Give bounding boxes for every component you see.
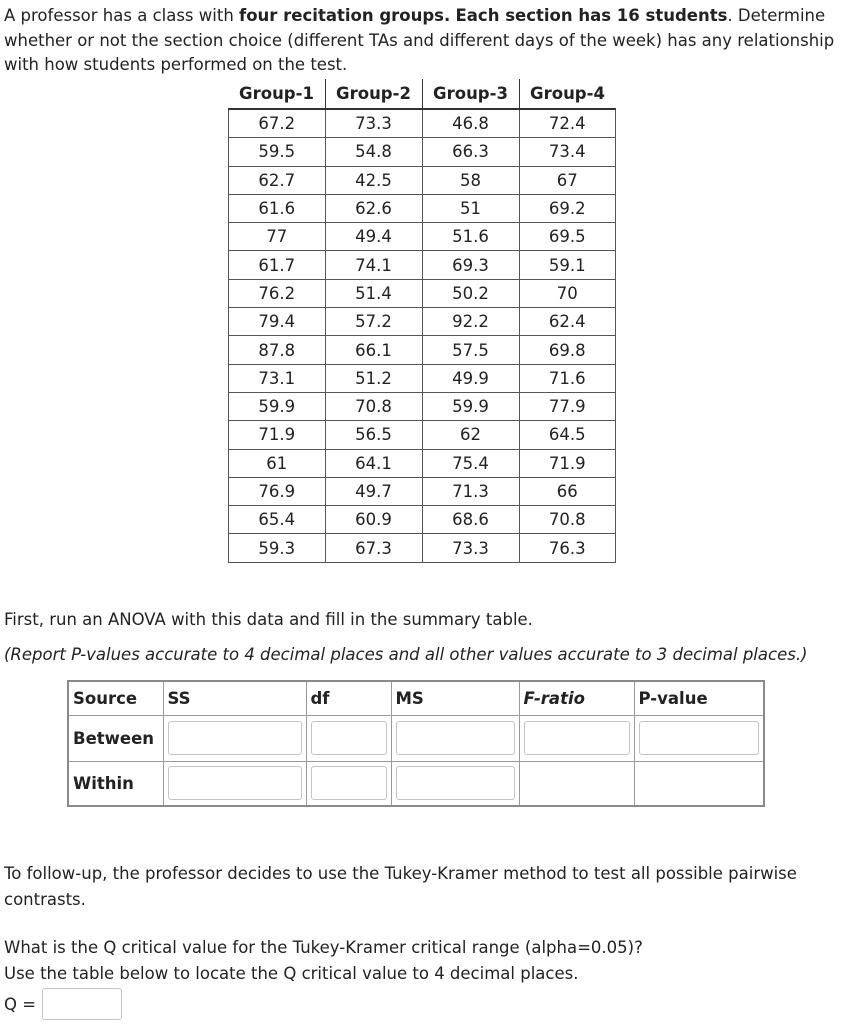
table-cell: 73.1 — [229, 364, 326, 392]
anova-label-within: Within — [68, 761, 163, 806]
table-cell: 51.6 — [422, 223, 519, 251]
anova-summary-table — [67, 680, 765, 807]
table-cell: 42.5 — [325, 166, 422, 194]
table-cell: 71.6 — [519, 364, 616, 392]
table-row — [229, 449, 616, 477]
table-row — [229, 166, 616, 194]
table-cell: 87.8 — [229, 336, 326, 364]
table-cell: 73.3 — [422, 534, 519, 562]
table-cell: 61.6 — [229, 194, 326, 222]
table-cell: 70.8 — [519, 506, 616, 534]
table-cell: 68.6 — [422, 506, 519, 534]
table-cell: 70 — [519, 279, 616, 307]
table-cell: 72.4 — [519, 109, 616, 138]
q-question: What is the Q critical value for the Tukey-Kramer critical range (alpha=0.05)? — [4, 938, 643, 957]
table-cell: 62 — [422, 421, 519, 449]
table-cell: 75.4 — [422, 449, 519, 477]
table-cell: 64.5 — [519, 421, 616, 449]
within-ss-cell — [163, 761, 306, 806]
intro-bold-groups: four recitation groups. — [239, 6, 451, 25]
table-cell: 49.9 — [422, 364, 519, 392]
table-cell: 62.7 — [229, 166, 326, 194]
table-cell: 49.4 — [325, 223, 422, 251]
table-cell: 79.4 — [229, 308, 326, 336]
table-cell: 69.2 — [519, 194, 616, 222]
q-label: Q = — [4, 994, 37, 1014]
anova-header-ms: MS — [391, 681, 519, 715]
between-ms-cell — [391, 715, 519, 761]
table-cell: 71.9 — [229, 421, 326, 449]
problem-intro — [4, 4, 849, 78]
table-row — [229, 364, 616, 392]
header-group-1: Group-1 — [229, 79, 326, 109]
table-cell: 76.2 — [229, 279, 326, 307]
within-ms-input[interactable] — [396, 766, 515, 800]
between-p-value-cell — [634, 715, 764, 761]
intro-text-2: . Determine whether or not the section choice (different TAs and different days of the week) has any relationship with how students performed on the test. — [4, 6, 835, 74]
table-cell: 57.2 — [325, 308, 422, 336]
table-cell: 57.5 — [422, 336, 519, 364]
anova-header-ss: SS — [163, 681, 306, 715]
table-row — [229, 421, 616, 449]
table-cell: 51.4 — [325, 279, 422, 307]
table-row — [229, 392, 616, 420]
between-df-cell — [306, 715, 391, 761]
intro-bold-students: Each section has 16 students — [455, 6, 728, 25]
between-f-ratio-input[interactable] — [524, 721, 630, 755]
table-row — [229, 506, 616, 534]
within-df-input[interactable] — [311, 766, 387, 800]
anova-header-p-value: P-value — [634, 681, 764, 715]
between-ss-input[interactable] — [168, 721, 302, 755]
table-cell: 64.1 — [325, 449, 422, 477]
between-ss-cell — [163, 715, 306, 761]
table-row — [229, 308, 616, 336]
table-cell: 69.8 — [519, 336, 616, 364]
table-cell: 54.8 — [325, 138, 422, 166]
table-cell: 67.2 — [229, 109, 326, 138]
table-cell: 74.1 — [325, 251, 422, 279]
between-ms-input[interactable] — [396, 721, 515, 755]
anova-precision-note: (Report P-values accurate to 4 decimal places and all other values accurate to 3 decimal places.) — [4, 645, 808, 664]
q-instruction: Use the table below to locate the Q critical value to 4 decimal places. — [4, 964, 579, 983]
table-cell: 92.2 — [422, 308, 519, 336]
header-group-3: Group-3 — [422, 79, 519, 109]
table-cell: 50.2 — [422, 279, 519, 307]
between-df-input[interactable] — [311, 721, 387, 755]
intro-text-1: A professor has a class with — [4, 6, 240, 25]
table-cell: 69.5 — [519, 223, 616, 251]
table-cell: 51 — [422, 194, 519, 222]
table-cell: 66.1 — [325, 336, 422, 364]
table-cell: 71.9 — [519, 449, 616, 477]
table-cell: 56.5 — [325, 421, 422, 449]
table-cell: 59.5 — [229, 138, 326, 166]
q-critical-input[interactable] — [42, 988, 122, 1020]
table-cell: 66 — [519, 477, 616, 505]
group-scores-header-row — [229, 79, 616, 109]
table-row — [229, 109, 616, 138]
header-group-4: Group-4 — [519, 79, 616, 109]
table-cell: 60.9 — [325, 506, 422, 534]
table-cell: 77.9 — [519, 392, 616, 420]
table-row — [229, 194, 616, 222]
table-cell: 59.3 — [229, 534, 326, 562]
table-cell: 73.4 — [519, 138, 616, 166]
table-cell: 73.3 — [325, 109, 422, 138]
table-cell: 76.9 — [229, 477, 326, 505]
within-ss-input[interactable] — [168, 766, 302, 800]
table-row — [229, 336, 616, 364]
q-answer-line — [4, 988, 122, 1020]
table-cell: 66.3 — [422, 138, 519, 166]
table-row — [229, 279, 616, 307]
group-scores-body — [229, 109, 616, 562]
table-cell: 76.3 — [519, 534, 616, 562]
table-row — [229, 138, 616, 166]
table-cell: 51.2 — [325, 364, 422, 392]
anova-row-between — [68, 715, 764, 761]
table-row — [229, 477, 616, 505]
anova-header-source: Source — [68, 681, 163, 715]
table-cell: 70.8 — [325, 392, 422, 420]
table-cell: 61 — [229, 449, 326, 477]
within-df-cell — [306, 761, 391, 806]
q-question-block — [4, 935, 824, 987]
between-p-value-input[interactable] — [639, 721, 760, 755]
table-row — [229, 223, 616, 251]
table-cell: 62.4 — [519, 308, 616, 336]
within-p-value-empty — [634, 761, 764, 806]
table-cell: 46.8 — [422, 109, 519, 138]
within-f-ratio-empty — [519, 761, 634, 806]
anova-header-df: df — [306, 681, 391, 715]
table-cell: 67.3 — [325, 534, 422, 562]
group-scores-table — [228, 79, 616, 563]
table-cell: 59.1 — [519, 251, 616, 279]
anova-label-between: Between — [68, 715, 163, 761]
within-ms-cell — [391, 761, 519, 806]
anova-instruction: First, run an ANOVA with this data and fill in the summary table. — [4, 610, 533, 629]
table-row — [229, 534, 616, 562]
table-cell: 49.7 — [325, 477, 422, 505]
table-cell: 71.3 — [422, 477, 519, 505]
followup-text: To follow-up, the professor decides to use the Tukey-Kramer method to test all possible pairwise contrasts. — [4, 864, 797, 909]
table-cell: 61.7 — [229, 251, 326, 279]
anova-header-row — [68, 681, 764, 715]
between-f-ratio-cell — [519, 715, 634, 761]
table-cell: 65.4 — [229, 506, 326, 534]
table-row — [229, 251, 616, 279]
header-group-2: Group-2 — [325, 79, 422, 109]
table-cell: 62.6 — [325, 194, 422, 222]
table-cell: 59.9 — [229, 392, 326, 420]
table-cell: 59.9 — [422, 392, 519, 420]
table-cell: 77 — [229, 223, 326, 251]
table-cell: 58 — [422, 166, 519, 194]
table-cell: 67 — [519, 166, 616, 194]
anova-row-within — [68, 761, 764, 806]
anova-header-f-ratio: F-ratio — [519, 681, 634, 715]
table-cell: 69.3 — [422, 251, 519, 279]
